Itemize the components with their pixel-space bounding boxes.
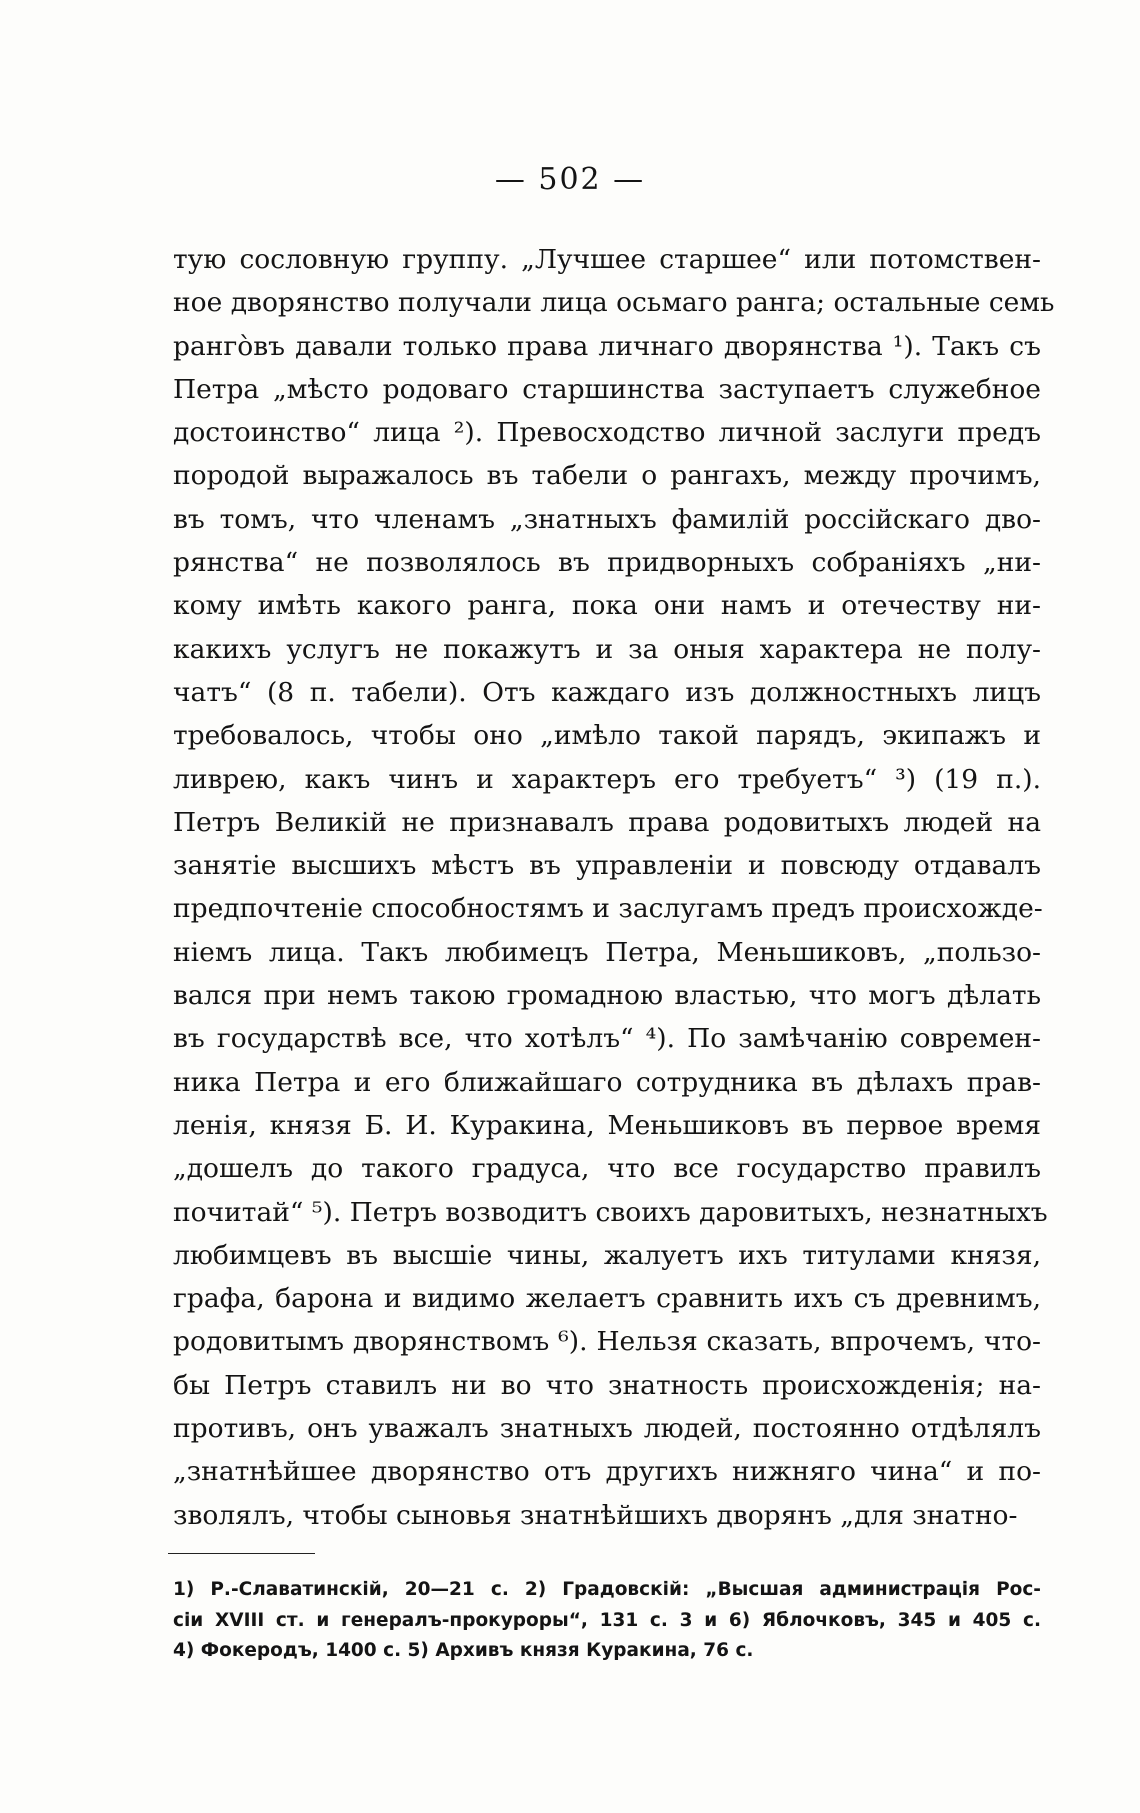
- text-line: достоинство“ лица ²). Превосходство личной заслуги предъ: [173, 417, 1041, 449]
- footnotes: [173, 1575, 1041, 1667]
- footnote-line: 1) Р.-Славатинскій, 20—21 с. 2) Градовскій: „Высшая администрація Рос-: [173, 1579, 1041, 1600]
- text-line: родовитымъ дворянствомъ ⁶). Нельзя сказать, впрочемъ, что-: [173, 1326, 1041, 1358]
- text-line: тую сословную группу. „Лучшее старшее“ или потомствен-: [173, 244, 1041, 275]
- text-line: ніемъ лица. Такъ любимецъ Петра, Меньшиковъ, „пользо-: [173, 936, 1041, 968]
- text-line: „дошелъ до такого градуса, что все государство правилъ: [173, 1153, 1041, 1185]
- footnote-line: сіи XVIII ст. и генералъ-прокуроры“, 131 с. 3 и 6) Яблочковъ, 345 и 405 с.: [173, 1609, 1041, 1631]
- text-line: рянства“ не позволялось въ придворныхъ собраніяхъ „ни-: [173, 547, 1041, 579]
- footnote-divider: [168, 1553, 315, 1554]
- text-line: какихъ услугъ не покажутъ и за оныя характера не полу-: [173, 633, 1041, 665]
- text-line: почитай“ ⁵). Петръ возводитъ своихъ даровитыхъ, незнатныхъ: [173, 1196, 1048, 1228]
- text-line: любимцевъ въ высшіе чины, жалуетъ ихъ титулами князя,: [173, 1239, 1041, 1271]
- text-line: графа, барона и видимо желаетъ сравнить ихъ съ древнимъ,: [173, 1283, 1041, 1315]
- text-line: породой выражалось въ табели о рангахъ, между прочимъ,: [173, 460, 1041, 492]
- text-line: чатъ“ (8 п. табели). Отъ каждаго изъ должностныхъ лицъ: [173, 676, 1041, 708]
- text-line: въ государствѣ все, что хотѣлъ“ ⁴). По замѣчанію современ-: [173, 1023, 1041, 1055]
- text-line: ника Петра и его ближайшаго сотрудника въ дѣлахъ прав-: [173, 1066, 1041, 1098]
- text-line: Петръ Великій не признавалъ права родовитыхъ людей на: [173, 806, 1041, 838]
- text-line: ранго̀въ давали только права личнаго дворянства ¹). Такъ съ: [173, 330, 1041, 362]
- text-line: требовалось, чтобы оно „имѣло такой парядъ, экипажъ и: [173, 720, 1041, 752]
- text-line: въ томъ, что членамъ „знатныхъ фамилій россійскаго дво-: [173, 503, 1041, 535]
- text-line: кому имѣть какого ранга, пока они намъ и отечеству ни-: [173, 590, 1041, 622]
- text-line: зволялъ, чтобы сыновья знатнѣйшихъ дворянъ „для знатно-: [173, 1499, 1018, 1531]
- text-line: вался при немъ такою громадною властью, что могъ дѣлать: [173, 980, 1041, 1012]
- text-line: ленія, князя Б. И. Куракина, Меньшиковъ въ первое время: [173, 1109, 1041, 1141]
- main-text: [173, 238, 1055, 1537]
- text-line: Петра „мѣсто родоваго старшинства заступаетъ служебное: [173, 373, 1041, 405]
- text-line: ное дворянство получали лица осьмаго ранга; остальные семь: [173, 287, 1055, 319]
- text-line: „знатнѣйшее дворянство отъ другихъ нижняго чина“ и по-: [173, 1456, 1041, 1488]
- text-line: бы Петръ ставилъ ни во что знатность происхожденія; на-: [173, 1369, 1041, 1401]
- text-line: противъ, онъ уважалъ знатныхъ людей, постоянно отдѣлялъ: [173, 1413, 1041, 1445]
- text-line: ливрею, какъ чинъ и характеръ его требуетъ“ ³) (19 п.).: [173, 763, 1041, 795]
- page-number: — 502 —: [494, 162, 646, 197]
- text-line: занятіе высшихъ мѣстъ въ управленіи и повсюду отдавалъ: [173, 850, 1041, 882]
- text-line: предпочтеніе способностямъ и заслугамъ предъ происхожде-: [173, 893, 1043, 925]
- footnote-line: 4) Фокеродъ, 1400 с. 5) Архивъ князя Куракина, 76 с.: [173, 1640, 754, 1661]
